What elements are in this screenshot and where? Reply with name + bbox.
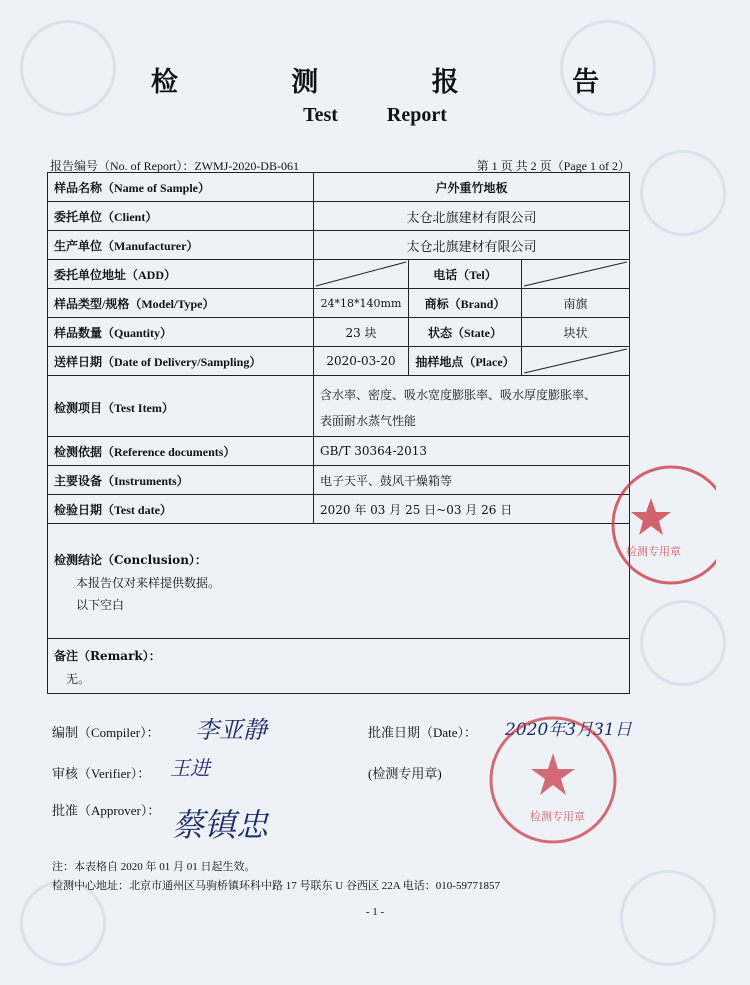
manufacturer-label: 生产单位（Manufacturer） [48,231,314,260]
official-stamp-bottom [478,705,628,855]
table-row [48,231,630,260]
client-value: 太仓北旗建材有限公司 [314,202,630,231]
remark-value: 无。 [66,671,91,686]
address-label: 委托单位地址（ADD） [48,260,314,289]
instruments-label: 主要设备（Instruments） [48,466,314,495]
model-label: 样品类型/规格（Model/Type） [48,289,314,318]
brand-value: 南旗 [522,289,630,318]
sample-name-value: 户外重竹地板 [314,173,630,202]
stamp-text: 检测专用章 [530,810,585,823]
tel-label: 电话（Tel） [409,260,522,289]
stamp-label: (检测专用章) [368,766,442,781]
state-value: 块状 [522,318,630,347]
page-info: 第 1 页 共 2 页（Page 1 of 2） [476,159,630,173]
conclusion-line2: 以下空白 [76,597,125,612]
compiler-label: 编制（Compiler）： [52,725,160,740]
quantity-label: 样品数量（Quantity） [48,318,314,347]
table-row [48,289,630,318]
test-item-line1: 含水率、密度、吸水宽度膨胀率、吸水厚度膨胀率、 [320,388,597,402]
test-item-value [314,376,630,437]
table-row [48,318,630,347]
watermark-circle [640,600,726,686]
place-empty-cell [522,347,630,376]
approver-signature: 蔡镇忠 [172,806,269,844]
delivery-value: 2020-03-20 [314,347,409,376]
remark-cell [48,639,630,694]
compiler-signature: 李亚静 [195,716,267,744]
table-row [48,495,630,524]
place-label: 抽样地点（Place） [409,347,522,376]
quantity-value: 23 块 [314,318,409,347]
verifier-label: 审核（Verifier）： [52,766,151,781]
approver-label: 批准（Approver）： [52,803,161,818]
table-row [48,639,630,694]
brand-label: 商标（Brand） [409,289,522,318]
table-row [48,376,630,437]
table-row [48,347,630,376]
table-row [48,466,630,495]
test-item-label: 检测项目（Test Item） [48,376,314,437]
date-signature: 2020年3月31日 [505,720,632,740]
table-row [48,437,630,466]
delivery-label: 送样日期（Date of Delivery/Sampling） [48,347,314,376]
state-label: 状态（State） [409,318,522,347]
report-table [47,172,630,694]
watermark-circle [620,870,716,966]
table-row [48,260,630,289]
remark-label: 备注（Remark）： [54,648,161,663]
table-row [48,202,630,231]
client-label: 委托单位（Client） [48,202,314,231]
reference-label: 检测依据（Reference documents） [48,437,314,466]
official-stamp-right [596,450,716,600]
conclusion-cell [48,524,630,639]
reference-value: GB/T 30364-2013 [314,437,630,466]
date-label: 批准日期（Date）： [368,725,478,740]
validity-note: 注：本表格自 2020 年 01 月 01 日起生效。 [52,861,256,873]
stamp-text: 检测专用章 [626,545,681,558]
test-item-line2: 表面耐水蒸气性能 [320,414,417,428]
test-date-value: 2020 年 03 月 25 日~03 月 26 日 [314,495,630,524]
title-chinese: 检 测 报 告 [150,67,652,98]
title-english: Test Report [303,104,447,126]
verifier-signature: 王进 [170,756,210,780]
conclusion-label: 检测结论（Conclusion）： [54,552,207,567]
table-row [48,524,630,639]
model-value: 24*18*140mm [314,289,409,318]
address-empty-cell [314,260,409,289]
report-number: 报告编号（No. of Report）：ZWMJ-2020-DB-061 [50,159,299,173]
watermark-circle [640,150,726,236]
tel-empty-cell [522,260,630,289]
conclusion-line1: 本报告仅对来样提供数据。 [76,575,221,590]
table-row [48,173,630,202]
page-number: - 1 - [365,906,385,918]
manufacturer-value: 太仓北旗建材有限公司 [314,231,630,260]
sample-name-label: 样品名称（Name of Sample） [48,173,314,202]
test-date-label: 检验日期（Test date） [48,495,314,524]
address-note: 检测中心地址：北京市通州区马驹桥镇环科中路 17 号联东 U 谷西区 22A 电话：010-59771857 [52,880,500,892]
instruments-value: 电子天平、鼓风干燥箱等 [314,466,630,495]
